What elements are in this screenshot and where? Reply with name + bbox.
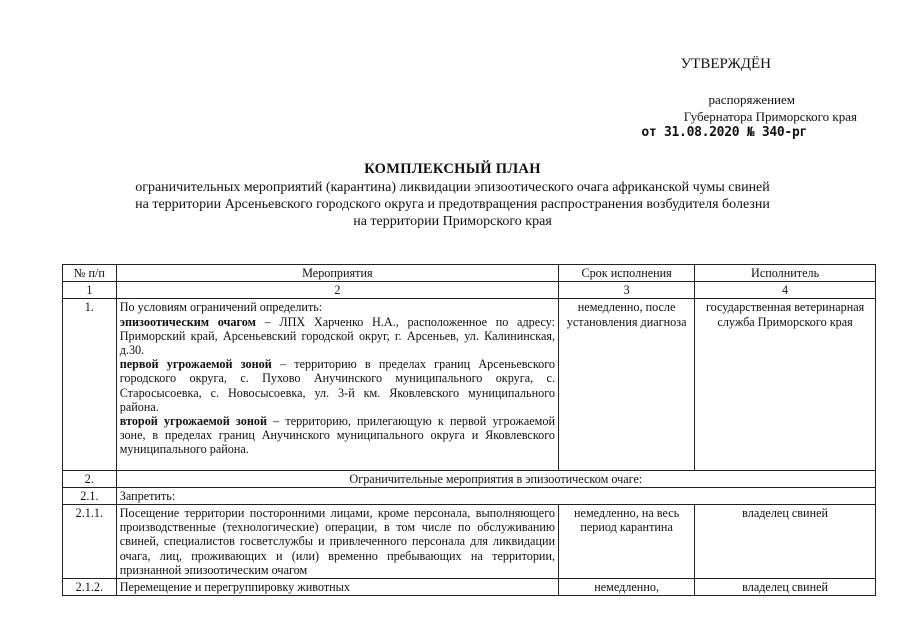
term-focus: эпизоотическим очагом xyxy=(119,314,256,329)
table-row xyxy=(63,579,876,596)
row-number: 2.1. xyxy=(63,487,117,504)
plan-subtitle-line: ограничительных мероприятий (карантина) ликвидации эпизоотического очага африканской чумы свиней xyxy=(135,180,770,195)
row-deadline: немедленно, после установления диагноза xyxy=(559,299,695,470)
table-section-row xyxy=(63,470,876,487)
column-number: 2 xyxy=(116,282,558,299)
table-row xyxy=(63,299,876,470)
plan-table xyxy=(62,264,876,596)
approval-title: УТВЕРЖДЁН xyxy=(680,56,771,72)
row-deadline: немедленно, на весь период карантина xyxy=(559,505,695,579)
row-executor: владелец свиней xyxy=(695,505,876,579)
measure-zone2 xyxy=(120,414,555,457)
row-measure-text: Посещение территории посторонними лицами, кроме персонала, выполняющего производственные (технологические) операции, в том числе по обслуживанию свиней, специалистов госветслужбы и привлеченного персонала для ликвидации очага, лиц, проживающих и (или) временно пребывающих на территории, признанной эпизоотическим очагом xyxy=(116,505,558,579)
table-row xyxy=(63,505,876,579)
row-executor: владелец свиней xyxy=(695,579,876,596)
measure-intro: По условиям ограничений определить: xyxy=(119,300,323,315)
header-executor: Исполнитель xyxy=(695,265,876,282)
column-number: 3 xyxy=(559,282,695,299)
column-number: 4 xyxy=(695,282,876,299)
term-zone1-text: – территорию в пределах границ Арсеньевского городского округа, с. Пухово Анучинского муниципального округа, с. Старосысоевка, с. Новосысоевка, ул. 3-й км. Яковлевского муниципального района. xyxy=(119,357,556,414)
plan-title: КОМПЛЕКСНЫЙ ПЛАН xyxy=(364,161,541,177)
approval-line-governor: Губернатора Приморского края xyxy=(683,109,857,124)
header-deadline: Срок исполнения xyxy=(559,265,695,282)
measure-focus xyxy=(120,315,555,358)
column-number: 1 xyxy=(63,282,117,299)
row-executor: государственная ветеринарная служба Приморского края xyxy=(695,299,876,470)
section-title: Ограничительные мероприятия в эпизоотическом очаге: xyxy=(116,470,875,487)
row-measure-text xyxy=(116,299,558,470)
document-heading xyxy=(0,161,905,230)
term-zone2: второй угрожаемой зоной xyxy=(119,414,267,429)
header-measures: Мероприятия xyxy=(116,265,558,282)
plan-subtitle xyxy=(0,179,905,230)
column-number-row xyxy=(63,282,876,299)
term-zone2-text: – территорию, прилегающую к первой угрожаемой зоне, в пределах границ Анучинского муниципального округа и Яковлевского муниципального района. xyxy=(119,414,556,457)
measure-zone1 xyxy=(120,357,555,414)
row-number: 1. xyxy=(63,299,117,470)
row-number: 2. xyxy=(63,470,117,487)
approval-line-date-number: от 31.08.2020 № 340-рг xyxy=(641,125,807,140)
subsection-title: Запретить: xyxy=(116,487,875,504)
plan-subtitle-line: на территории Приморского края xyxy=(353,214,552,229)
term-zone1: первой угрожаемой зоной xyxy=(119,357,272,372)
row-deadline: немедленно, xyxy=(559,579,695,596)
row-number: 2.1.1. xyxy=(63,505,117,579)
row-measure-text: Перемещение и перегруппировку животных xyxy=(116,579,558,596)
table-header-row xyxy=(63,265,876,282)
row-number: 2.1.2. xyxy=(63,579,117,596)
plan-subtitle-line: на территории Арсеньевского городского округа и предотвращения распространения возбудителя болезни xyxy=(135,197,770,212)
approval-line-order: распоряжением xyxy=(708,92,795,107)
header-number: № п/п xyxy=(63,265,117,282)
term-focus-text: – ЛПХ Харченко Н.А., расположенное по адресу: Приморский край, Арсеньевский городской округ, г. Арсеньев, ул. Калининская, д.30. xyxy=(119,314,556,358)
table-subsection-row xyxy=(63,487,876,504)
